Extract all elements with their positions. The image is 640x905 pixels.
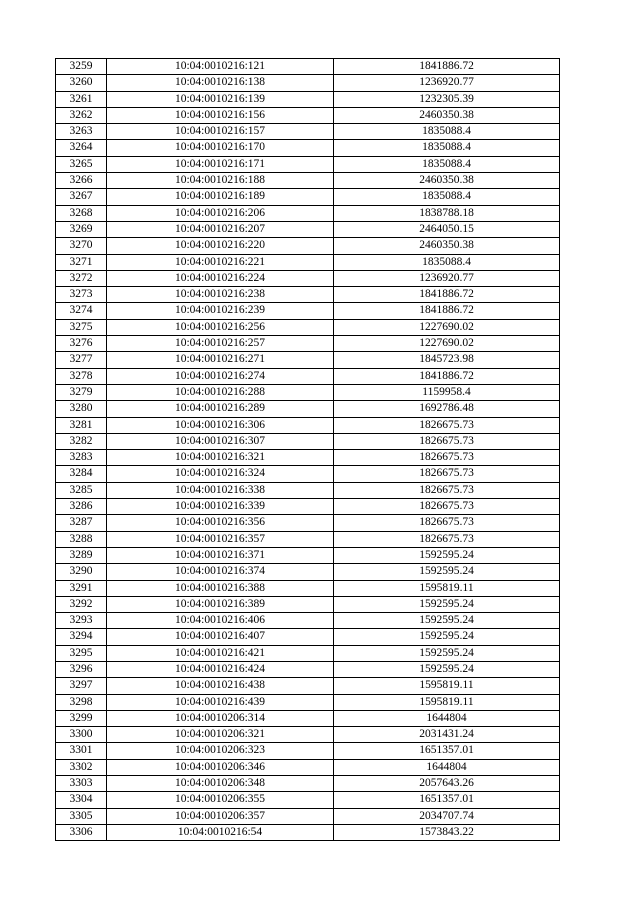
cadastral-number-cell: 10:04:0010216:139 [107,91,334,107]
table-row [56,433,560,449]
cadastral-value-table [55,58,560,841]
cadastral-number-cell: 10:04:0010216:389 [107,596,334,612]
table-row [56,91,560,107]
table-row [56,547,560,563]
row-number-cell: 3306 [56,824,107,840]
row-number-cell: 3287 [56,515,107,531]
table-row [56,808,560,824]
row-number-cell: 3288 [56,531,107,547]
value-cell: 1835088.4 [334,156,560,172]
table-row [56,629,560,645]
value-cell: 2460350.38 [334,173,560,189]
value-cell: 1826675.73 [334,450,560,466]
cadastral-number-cell: 10:04:0010216:424 [107,661,334,677]
value-cell: 1841886.72 [334,59,560,75]
value-cell: 1159958.4 [334,384,560,400]
cadastral-number-cell: 10:04:0010206:348 [107,776,334,792]
table-row [56,401,560,417]
row-number-cell: 3300 [56,727,107,743]
table-row [56,238,560,254]
row-number-cell: 3285 [56,482,107,498]
value-cell: 1826675.73 [334,482,560,498]
table-row [56,319,560,335]
table-row [56,336,560,352]
cadastral-number-cell: 10:04:0010216:338 [107,482,334,498]
row-number-cell: 3280 [56,401,107,417]
value-cell: 1826675.73 [334,466,560,482]
row-number-cell: 3261 [56,91,107,107]
row-number-cell: 3264 [56,140,107,156]
value-cell: 1651357.01 [334,792,560,808]
value-cell: 2057643.26 [334,776,560,792]
value-cell: 1592595.24 [334,613,560,629]
value-cell: 1227690.02 [334,336,560,352]
row-number-cell: 3286 [56,499,107,515]
table-row [56,678,560,694]
value-cell: 1651357.01 [334,743,560,759]
row-number-cell: 3297 [56,678,107,694]
value-cell: 1232305.39 [334,91,560,107]
cadastral-number-cell: 10:04:0010216:256 [107,319,334,335]
cadastral-number-cell: 10:04:0010216:307 [107,433,334,449]
row-number-cell: 3303 [56,776,107,792]
value-cell: 1835088.4 [334,124,560,140]
table-row [56,710,560,726]
table-row [56,450,560,466]
cadastral-number-cell: 10:04:0010216:356 [107,515,334,531]
value-cell: 2460350.38 [334,238,560,254]
table-row [56,466,560,482]
table-row [56,727,560,743]
table-row [56,221,560,237]
cadastral-number-cell: 10:04:0010206:321 [107,727,334,743]
cadastral-number-cell: 10:04:0010216:206 [107,205,334,221]
table-row [56,417,560,433]
row-number-cell: 3291 [56,580,107,596]
value-cell: 1592595.24 [334,564,560,580]
row-number-cell: 3278 [56,368,107,384]
table-row [56,499,560,515]
cadastral-number-cell: 10:04:0010216:306 [107,417,334,433]
cadastral-number-cell: 10:04:0010216:238 [107,287,334,303]
cadastral-number-cell: 10:04:0010206:357 [107,808,334,824]
cadastral-number-cell: 10:04:0010216:171 [107,156,334,172]
value-cell: 1592595.24 [334,547,560,563]
value-cell: 1592595.24 [334,629,560,645]
row-number-cell: 3283 [56,450,107,466]
table-row [56,156,560,172]
row-number-cell: 3293 [56,613,107,629]
cadastral-number-cell: 10:04:0010216:170 [107,140,334,156]
table-row [56,173,560,189]
row-number-cell: 3263 [56,124,107,140]
value-cell: 2464050.15 [334,221,560,237]
table-row [56,792,560,808]
table-row [56,645,560,661]
cadastral-number-cell: 10:04:0010216:274 [107,368,334,384]
row-number-cell: 3259 [56,59,107,75]
table-row [56,59,560,75]
cadastral-number-cell: 10:04:0010206:346 [107,759,334,775]
table-row [56,776,560,792]
row-number-cell: 3267 [56,189,107,205]
row-number-cell: 3301 [56,743,107,759]
table-row [56,303,560,319]
cadastral-number-cell: 10:04:0010216:357 [107,531,334,547]
table-body [56,59,560,841]
value-cell: 1595819.11 [334,694,560,710]
table-row [56,189,560,205]
cadastral-number-cell: 10:04:0010216:421 [107,645,334,661]
value-cell: 1595819.11 [334,678,560,694]
cadastral-number-cell: 10:04:0010216:189 [107,189,334,205]
table-row [56,694,560,710]
table-row [56,661,560,677]
value-cell: 1826675.73 [334,531,560,547]
table-row [56,140,560,156]
row-number-cell: 3265 [56,156,107,172]
row-number-cell: 3295 [56,645,107,661]
table-row [56,254,560,270]
cadastral-number-cell: 10:04:0010216:438 [107,678,334,694]
row-number-cell: 3279 [56,384,107,400]
value-cell: 1845723.98 [334,352,560,368]
row-number-cell: 3274 [56,303,107,319]
table-row [56,743,560,759]
cadastral-number-cell: 10:04:0010216:224 [107,270,334,286]
row-number-cell: 3302 [56,759,107,775]
value-cell: 1236920.77 [334,270,560,286]
table-row [56,824,560,840]
row-number-cell: 3298 [56,694,107,710]
row-number-cell: 3282 [56,433,107,449]
row-number-cell: 3270 [56,238,107,254]
table-row [56,531,560,547]
table-row [56,564,560,580]
table-row [56,75,560,91]
cadastral-number-cell: 10:04:0010216:374 [107,564,334,580]
value-cell: 1592595.24 [334,645,560,661]
row-number-cell: 3266 [56,173,107,189]
row-number-cell: 3268 [56,205,107,221]
value-cell: 1841886.72 [334,287,560,303]
value-cell: 1236920.77 [334,75,560,91]
row-number-cell: 3284 [56,466,107,482]
row-number-cell: 3269 [56,221,107,237]
row-number-cell: 3275 [56,319,107,335]
value-cell: 2034707.74 [334,808,560,824]
value-cell: 1841886.72 [334,303,560,319]
cadastral-number-cell: 10:04:0010216:239 [107,303,334,319]
table-row [56,124,560,140]
row-number-cell: 3276 [56,336,107,352]
value-cell: 1592595.24 [334,596,560,612]
cadastral-number-cell: 10:04:0010216:54 [107,824,334,840]
value-cell: 1826675.73 [334,417,560,433]
value-cell: 1841886.72 [334,368,560,384]
cadastral-number-cell: 10:04:0010216:257 [107,336,334,352]
table-row [56,270,560,286]
table-row [56,107,560,123]
cadastral-number-cell: 10:04:0010216:406 [107,613,334,629]
cadastral-number-cell: 10:04:0010216:121 [107,59,334,75]
row-number-cell: 3292 [56,596,107,612]
table-row [56,482,560,498]
cadastral-number-cell: 10:04:0010216:289 [107,401,334,417]
cadastral-number-cell: 10:04:0010216:321 [107,450,334,466]
cadastral-number-cell: 10:04:0010216:388 [107,580,334,596]
table-row [56,515,560,531]
cadastral-number-cell: 10:04:0010216:138 [107,75,334,91]
value-cell: 2031431.24 [334,727,560,743]
row-number-cell: 3290 [56,564,107,580]
value-cell: 1227690.02 [334,319,560,335]
value-cell: 1826675.73 [334,499,560,515]
table-row [56,759,560,775]
table-row [56,384,560,400]
value-cell: 1826675.73 [334,433,560,449]
value-cell: 1835088.4 [334,189,560,205]
cadastral-number-cell: 10:04:0010206:355 [107,792,334,808]
value-cell: 1826675.73 [334,515,560,531]
value-cell: 2460350.38 [334,107,560,123]
table-row [56,580,560,596]
row-number-cell: 3289 [56,547,107,563]
cadastral-number-cell: 10:04:0010216:288 [107,384,334,400]
row-number-cell: 3304 [56,792,107,808]
table-row [56,205,560,221]
row-number-cell: 3262 [56,107,107,123]
value-cell: 1835088.4 [334,140,560,156]
row-number-cell: 3299 [56,710,107,726]
cadastral-number-cell: 10:04:0010216:271 [107,352,334,368]
value-cell: 1838788.18 [334,205,560,221]
cadastral-number-cell: 10:04:0010216:407 [107,629,334,645]
cadastral-number-cell: 10:04:0010216:188 [107,173,334,189]
value-cell: 1835088.4 [334,254,560,270]
row-number-cell: 3272 [56,270,107,286]
table-row [56,352,560,368]
table-row [56,287,560,303]
value-cell: 1595819.11 [334,580,560,596]
table-row [56,368,560,384]
table-row [56,596,560,612]
cadastral-number-cell: 10:04:0010216:371 [107,547,334,563]
row-number-cell: 3294 [56,629,107,645]
row-number-cell: 3305 [56,808,107,824]
value-cell: 1644804 [334,710,560,726]
row-number-cell: 3273 [56,287,107,303]
row-number-cell: 3277 [56,352,107,368]
cadastral-number-cell: 10:04:0010216:207 [107,221,334,237]
row-number-cell: 3271 [56,254,107,270]
cadastral-number-cell: 10:04:0010216:339 [107,499,334,515]
table-row [56,613,560,629]
value-cell: 1573843.22 [334,824,560,840]
value-cell: 1592595.24 [334,661,560,677]
row-number-cell: 3281 [56,417,107,433]
cadastral-number-cell: 10:04:0010216:156 [107,107,334,123]
cadastral-number-cell: 10:04:0010216:157 [107,124,334,140]
value-cell: 1644804 [334,759,560,775]
cadastral-number-cell: 10:04:0010216:324 [107,466,334,482]
value-cell: 1692786.48 [334,401,560,417]
cadastral-number-cell: 10:04:0010206:323 [107,743,334,759]
row-number-cell: 3260 [56,75,107,91]
cadastral-number-cell: 10:04:0010216:220 [107,238,334,254]
row-number-cell: 3296 [56,661,107,677]
cadastral-number-cell: 10:04:0010216:221 [107,254,334,270]
cadastral-number-cell: 10:04:0010206:314 [107,710,334,726]
cadastral-number-cell: 10:04:0010216:439 [107,694,334,710]
